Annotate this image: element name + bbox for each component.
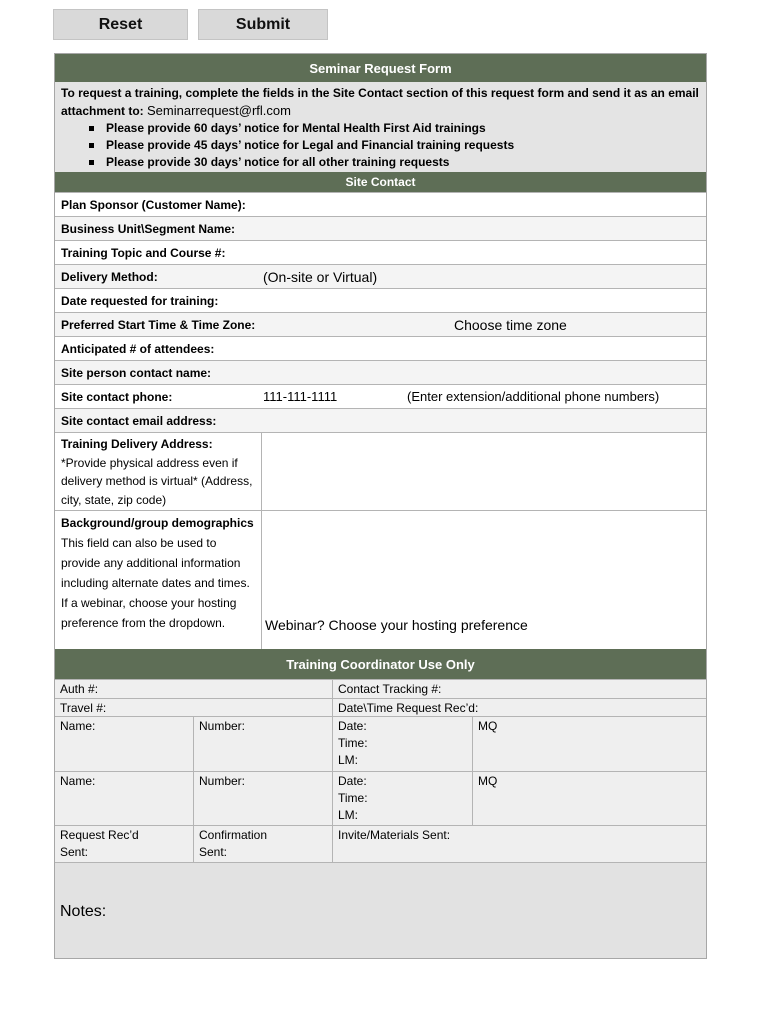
background-input[interactable] — [262, 511, 706, 649]
phone-input[interactable]: 111-111-1111 — [263, 389, 338, 404]
confirmation-field[interactable]: Confirmation Sent: — [194, 826, 333, 862]
business-unit-field[interactable]: Business Unit\Segment Name: — [55, 216, 706, 240]
intro-section — [55, 82, 706, 172]
bullet-icon — [89, 126, 94, 131]
training-topic-field[interactable]: Training Topic and Course #: — [55, 240, 706, 264]
notes-label: Notes: — [60, 903, 107, 920]
email-link[interactable]: Seminarrequest@rfl.com — [147, 103, 291, 118]
notes-field[interactable] — [55, 862, 706, 958]
notice-item: Please provide 30 days’ notice for all other training requests — [85, 154, 700, 171]
notice-item: Please provide 60 days’ notice for Mental Health First Aid trainings — [85, 120, 700, 137]
invite-materials-field[interactable]: Invite/Materials Sent: — [338, 828, 451, 842]
site-person-field[interactable]: Site person contact name: — [55, 360, 706, 384]
background-row — [55, 510, 706, 649]
start-time-field[interactable]: Preferred Start Time & Time Zone: Choose time zone — [55, 312, 706, 336]
notice-item: Please provide 45 days’ notice for Legal and Financial training requests — [85, 137, 700, 154]
coordinator-section — [55, 679, 706, 958]
delivery-method-select[interactable]: (On-site or Virtual) — [263, 268, 378, 285]
number-field[interactable]: Number: — [194, 717, 333, 771]
number-field[interactable]: Number: — [194, 772, 333, 825]
mq-field[interactable]: MQ — [478, 719, 498, 733]
coordinator-row — [55, 771, 706, 825]
reset-button[interactable]: Reset — [53, 9, 188, 40]
background-label: Background/group demographics This field can also be used to provide any additional information including alternate dates and times. If a webinar, choose your hosting preference from the dropdown. — [55, 511, 262, 649]
delivery-method-field[interactable]: Delivery Method: (On-site or Virtual) — [55, 264, 706, 288]
contact-tracking-field[interactable]: Contact Tracking #: — [338, 682, 442, 696]
auth-field[interactable]: Auth #: — [55, 680, 333, 698]
attendees-field[interactable]: Anticipated # of attendees: — [55, 336, 706, 360]
submit-button[interactable]: Submit — [198, 9, 328, 40]
coordinator-header: Training Coordinator Use Only — [55, 649, 706, 679]
webinar-select[interactable]: Webinar? Choose your hosting preference — [265, 617, 528, 633]
coordinator-row — [55, 825, 706, 862]
travel-field[interactable]: Travel #: — [55, 699, 333, 716]
phone-extension-input[interactable]: (Enter extension/additional phone numbers) — [407, 389, 660, 404]
date-time-request-field[interactable]: Date\Time Request Rec’d: — [338, 701, 479, 715]
seminar-request-form — [54, 53, 707, 959]
bullet-icon — [89, 160, 94, 165]
time-zone-select[interactable]: Choose time zone — [454, 316, 567, 333]
date-time-lm-field[interactable]: Date: Time: LM: — [333, 772, 473, 825]
intro-text: To request a training, complete the fields in the Site Contact section of this request form and send it as an email attachment to: Seminarrequest@rfl.com — [61, 86, 699, 118]
name-field[interactable]: Name: — [55, 717, 194, 771]
request-recd-field[interactable]: Request Rec’d Sent: — [55, 826, 194, 862]
delivery-address-input[interactable] — [262, 433, 706, 510]
delivery-address-row — [55, 432, 706, 510]
form-title: Seminar Request Form — [55, 54, 706, 82]
mq-field[interactable]: MQ — [478, 774, 498, 788]
coordinator-row — [55, 698, 706, 716]
delivery-address-label: Training Delivery Address: *Provide physical address even if delivery method is virtual* (Address, city, state, zip code) — [55, 433, 262, 510]
name-field[interactable]: Name: — [55, 772, 194, 825]
site-email-field[interactable]: Site contact email address: — [55, 408, 706, 432]
notice-list — [85, 120, 700, 171]
date-requested-field[interactable]: Date requested for training: — [55, 288, 706, 312]
site-phone-field[interactable]: Site contact phone: 111-111-1111 (Enter extension/additional phone numbers) — [55, 384, 706, 408]
date-time-lm-field[interactable]: Date: Time: LM: — [333, 717, 473, 771]
coordinator-row — [55, 679, 706, 698]
bullet-icon — [89, 143, 94, 148]
plan-sponsor-field[interactable]: Plan Sponsor (Customer Name): — [55, 192, 706, 216]
coordinator-row — [55, 716, 706, 771]
site-contact-header: Site Contact — [55, 172, 706, 192]
